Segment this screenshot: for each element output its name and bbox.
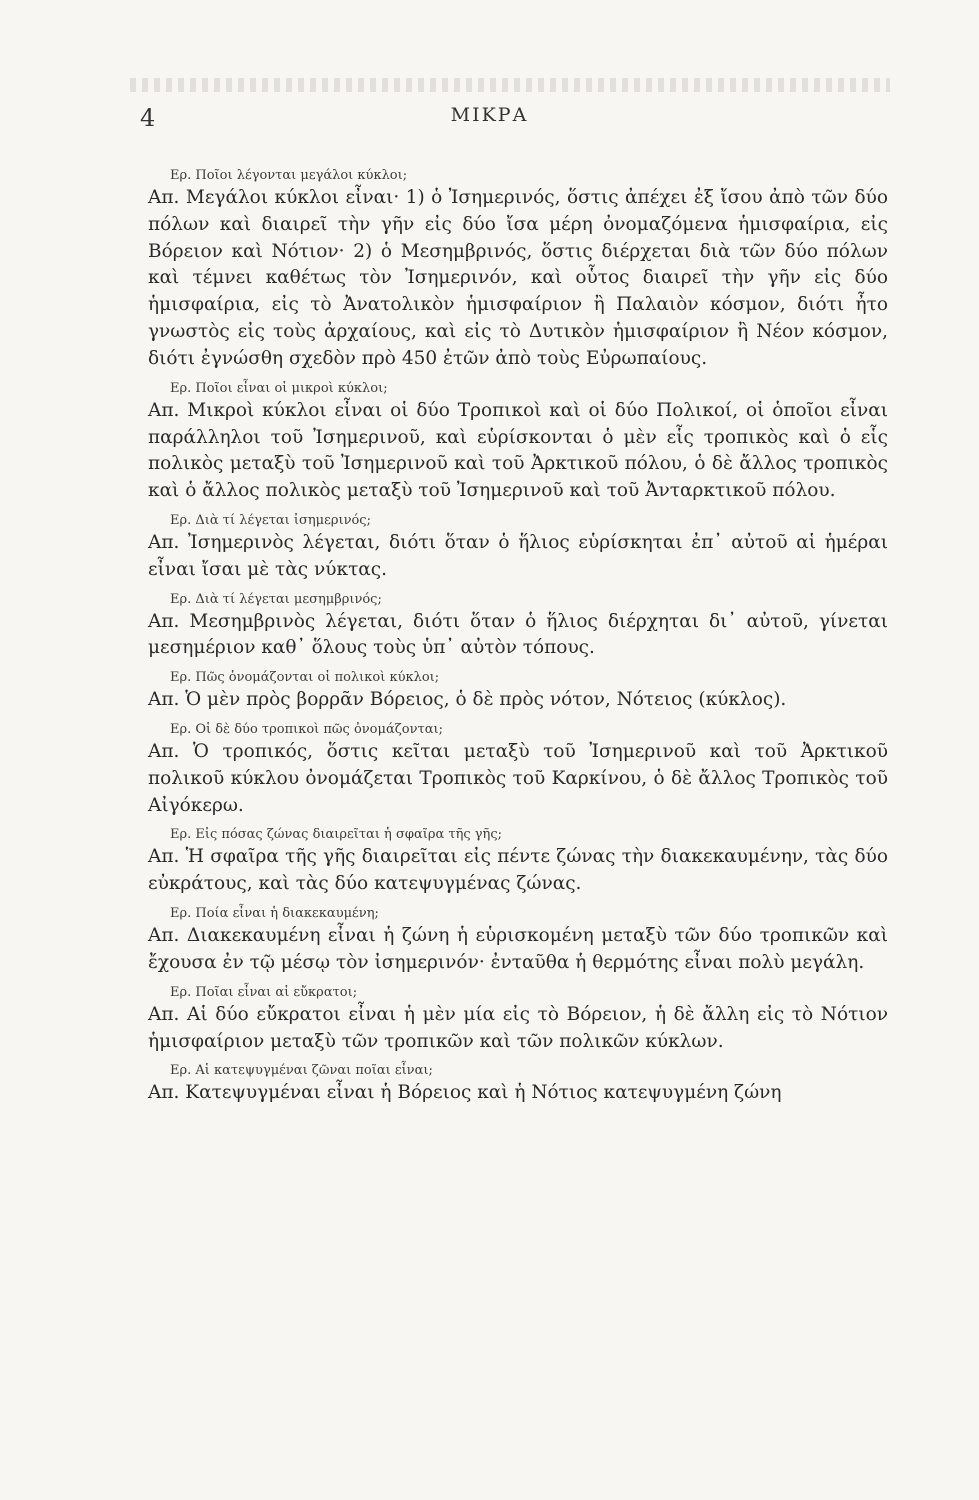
answer: Απ. Μεσημβρινὸς λέγεται, διότι ὅταν ὁ ἥλιος διέρχηται δι᾽ αὐτοῦ, γίνεται μεσημέριον καθ᾽ ὅλους τοὺς ὑπ᾽ αὐτὸν τόπους. <box>148 610 888 659</box>
qa-block <box>148 592 888 663</box>
qa-block <box>148 168 888 373</box>
answer: Απ. Ὁ μὲν πρὸς βορρᾶν Βόρειος, ὁ δὲ πρὸς νότον, Νότειος (κύκλος). <box>148 689 787 711</box>
answer: Απ. Διακεκαυμένη εἶναι ἡ ζώνη ἡ εὑρισκομένη μεταξὺ τῶν δύο τροπικῶν καὶ ἔχουσα ἐν τῷ μέσῳ τὸν ἰσημερινόν· ἐνταῦθα ἡ θερμότης εἶναι πολὺ μεγάλη. <box>148 925 888 973</box>
qa-block <box>148 670 888 714</box>
qa-block <box>148 1063 888 1107</box>
qa-block <box>148 827 888 898</box>
answer: Απ. Κατεψυγμέναι εἶναι ἡ Βόρειος καὶ ἡ Νότιος κατεψυγμένη ζώνη <box>148 1082 782 1104</box>
answer: Απ. Μικροὶ κύκλοι εἶναι οἱ δύο Τροπικοὶ καὶ οἱ δύο Πολικοί, οἱ ὁποῖοι εἶναι παράλληλοι τοῦ Ἰσημερινοῦ, καὶ εὑρίσκονται ὁ μὲν εἷς τροπικὸς καὶ ὁ εἷς πολικὸς μεταξὺ τοῦ Ἰσημερινοῦ καὶ τοῦ Ἀρκτικοῦ πόλου, ὁ δὲ ἄλλος τροπικὸς καὶ ὁ ἄλλος πολικὸς μεταξὺ τοῦ Ἰσημερινοῦ καὶ τοῦ Ἀνταρκτικοῦ πόλου. <box>148 399 888 502</box>
qa-block <box>148 722 888 819</box>
qa-content <box>148 160 888 1109</box>
question: Ερ. Διὰ τί λέγεται ἰσημερινός; <box>170 512 371 528</box>
question: Ερ. Πῶς ὀνομάζονται οἱ πολικοὶ κύκλοι; <box>170 670 440 686</box>
answer: Απ. Ἡ σφαῖρα τῆς γῆς διαιρεῖται εἰς πέντε ζώνας τὴν διακεκαυμένην, τὰς δύο εὐκράτους, καὶ τὰς δύο κατεψυγμένας ζώνας. <box>148 846 888 895</box>
question: Ερ. Ποῖοι εἶναι οἱ μικροὶ κύκλοι; <box>170 380 388 396</box>
answer: Απ. Μεγάλοι κύκλοι εἶναι· 1) ὁ Ἰσημερινός, ὅστις ἀπέχει ἐξ ἴσου ἀπὸ τῶν δύο πόλων καὶ διαιρεῖ τὴν γῆν εἰς δύο ἴσα μέρη ὀνομαζόμενα ἡμισφαίρια, εἰς Βόρειον καὶ Νότιον· 2) ὁ Μεσημβρινός, ὅστις διέρχεται διὰ τῶν δύο πόλων καὶ τέμνει καθέτως τὸν Ἰσημερινόν, καὶ οὗτος διαιρεῖ τὴν γῆν εἰς δύο ἡμισφαίρια, εἰς τὸ Ἀνατολικὸν ἡμισφαίριον ἢ Παλαιὸν κόσμον, διότι ἦτο γνωστὸς εἰς τοὺς ἀρχαίους, καὶ εἰς τὸ Δυτικὸν ἡμισφαίριον ἢ Νέον κόσμον, διότι ἐγνώσθη σχεδὸν πρὸ 450 ἐτῶν ἀπὸ τοὺς Εὐρωπαίους. <box>148 187 888 369</box>
answer: Απ. Ἰσημερινὸς λέγεται, διότι ὅταν ὁ ἥλιος εὑρίσκηται ἐπ᾽ αὐτοῦ αἱ ἡμέραι εἶναι ἴσαι μὲ τὰς νύκτας. <box>148 531 888 580</box>
question: Ερ. Διὰ τί λέγεται μεσημβρινός; <box>170 591 382 607</box>
answer: Απ. Ὁ τροπικός, ὅστις κεῖται μεταξὺ τοῦ Ἰσημερινοῦ καὶ τοῦ Ἀρκτικοῦ πολικοῦ κύκλου ὀνομάζεται Τροπικὸς τοῦ Καρκίνου, ὁ δὲ ἄλλος Τροπικὸς τοῦ Αἰγόκερω. <box>148 741 888 816</box>
question: Ερ. Ποῖαι εἶναι αἱ εὔκρατοι; <box>170 984 358 1000</box>
running-header: ΜΙΚΡΑ <box>450 104 529 126</box>
qa-block <box>148 906 888 977</box>
qa-block <box>148 381 888 505</box>
page-number: 4 <box>140 104 156 132</box>
question: Ερ. Οἱ δὲ δύο τροπικοὶ πῶς ὀνομάζονται; <box>170 722 443 737</box>
qa-block <box>148 985 888 1056</box>
question: Ερ. Ποία εἶναι ἡ διακεκαυμένη; <box>170 906 379 922</box>
answer: Απ. Αἱ δύο εὔκρατοι εἶναι ἡ μὲν μία εἰς τὸ Βόρειον, ἡ δὲ ἄλλη εἰς τὸ Νότιον ἡμισφαίριον μεταξὺ τῶν τροπικῶν καὶ τῶν πολικῶν κύκλων. <box>148 1003 888 1052</box>
question: Ερ. Εἰς πόσας ζώνας διαιρεῖται ἡ σφαῖρα τῆς γῆς; <box>170 827 502 843</box>
question: Ερ. Ποῖοι λέγονται μεγάλοι κύκλοι; <box>170 168 408 183</box>
decorative-ornament-band <box>130 78 890 92</box>
qa-block <box>148 513 888 584</box>
question: Ερ. Αἱ κατεψυγμέναι ζῶναι ποῖαι εἶναι; <box>170 1063 433 1079</box>
